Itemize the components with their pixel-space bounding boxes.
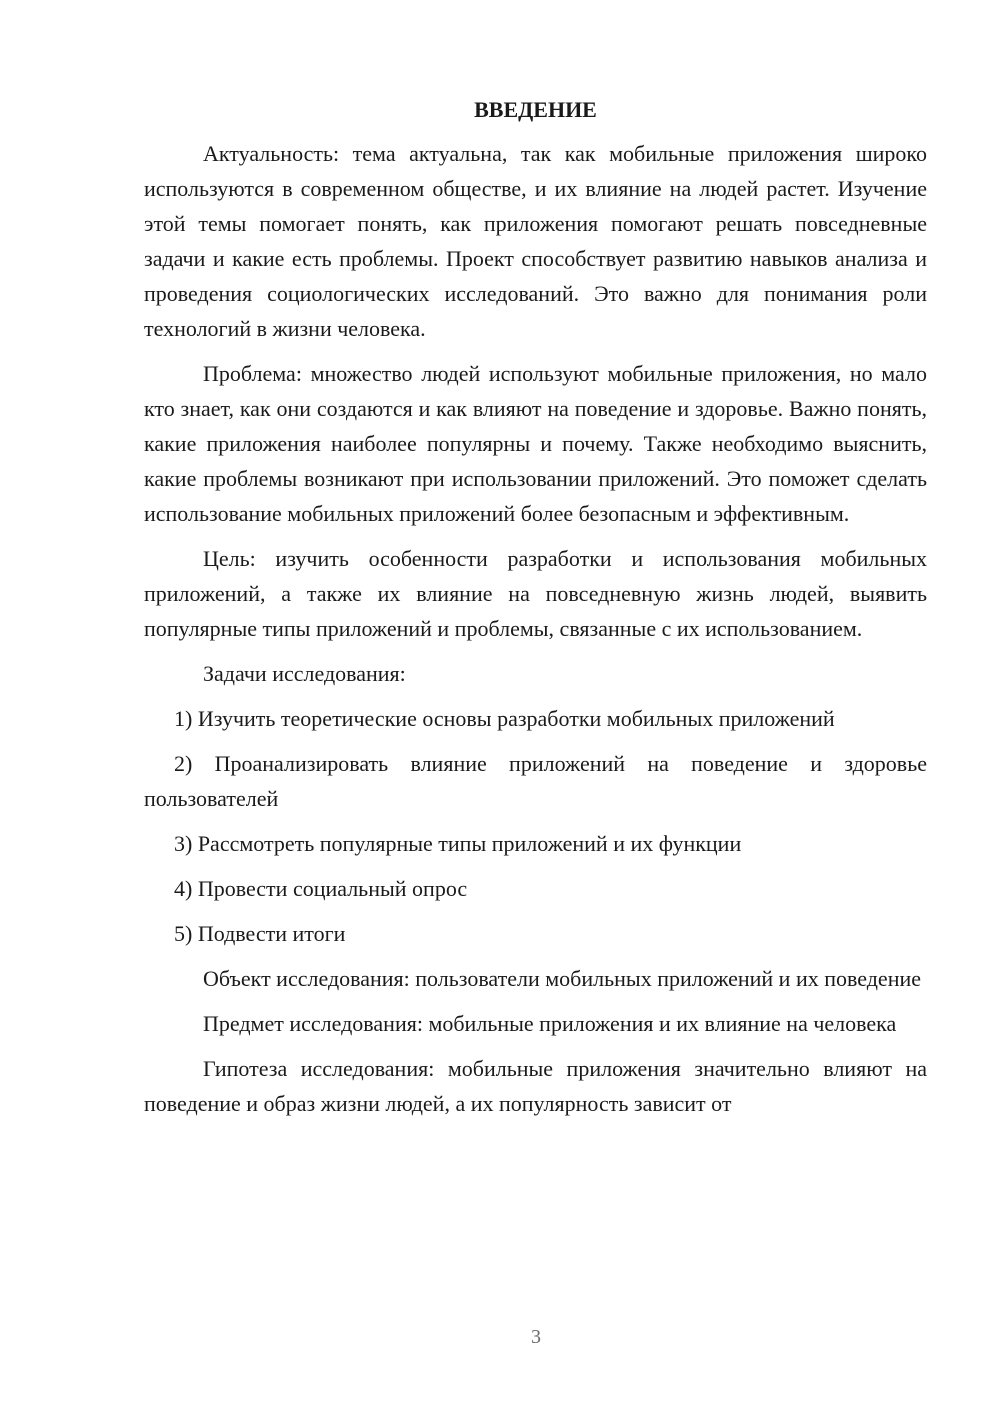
- subject-paragraph: Предмет исследования: мобильные приложения и их влияние на человека: [203, 1011, 897, 1036]
- relevance-paragraph: Актуальность: тема актуальна, так как мобильные приложения широко используются в современном обществе, и их влияние на людей растет. Изучение этой темы помогает понять, как приложения помогают решать повседневные задачи и какие есть проблемы. Проект способствует развитию навыков анализа и проведения социологических исследований. Это важно для понимания роли технологий в жизни человека.: [144, 141, 927, 341]
- object-paragraph: Объект исследования: пользователи мобильных приложений и их поведение: [203, 966, 922, 991]
- list-item: 4) Провести социальный опрос: [174, 876, 468, 901]
- list-item: 3) Рассмотреть популярные типы приложений и их функции: [174, 831, 742, 856]
- hypothesis-paragraph: Гипотеза исследования: мобильные приложения значительно влияют на поведение и образ жизни людей, а их популярность зависит от: [144, 1056, 927, 1116]
- tasks-title: Задачи исследования:: [203, 661, 406, 686]
- problem-paragraph: Проблема: множество людей используют мобильные приложения, но мало кто знает, как они создаются и как влияют на поведение и здоровье. Важно понять, какие приложения наиболее популярны и почему. Также необходимо выяснить, какие проблемы возникают при использовании приложений. Это поможет сделать использование мобильных приложений более безопасным и эффективным.: [144, 361, 927, 526]
- list-item: 5) Подвести итоги: [174, 921, 346, 946]
- page-heading: ВВЕДЕНИЕ: [474, 97, 597, 122]
- page-number: 3: [531, 1326, 541, 1348]
- document-page: [144, 96, 927, 1121]
- list-item: 2) Проанализировать влияние приложений на поведение и здоровье пользователей: [144, 751, 927, 811]
- tasks-list: [144, 701, 927, 951]
- goal-paragraph: Цель: изучить особенности разработки и использования мобильных приложений, а также их влияние на повседневную жизнь людей, выявить популярные типы приложений и проблемы, связанные с их использованием.: [144, 546, 927, 641]
- list-item: 1) Изучить теоретические основы разработки мобильных приложений: [174, 706, 835, 731]
